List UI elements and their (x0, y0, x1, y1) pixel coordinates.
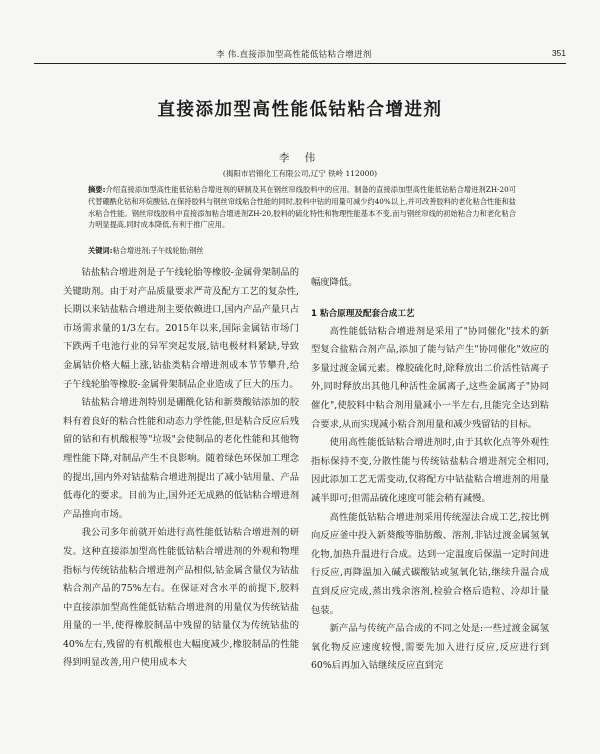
keywords (88, 246, 516, 256)
keywords-text: 粘合增进剂;子午线轮胎;钢丝 (112, 246, 204, 255)
running-header (34, 48, 566, 62)
page-number: 351 (551, 48, 566, 58)
body-paragraph: 我公司多年前就开始进行高性能低钴粘合增进剂的研发。这种直接添加型高性能低钴粘合增进剂的外观和物理指标与传统钴盐粘合增进剂产品相似,钴金属含量仅为钴盐粘合剂产品的75%左右。在保证对含水平的前提下,胶料中直接添加型高性能低钴粘合增进剂的用量仅为传统钴盐用量的一半,使得橡胶制品中残留的钴量仅为传统钴盐的40%左右,残留的有机酸根也大幅度减少,橡胶制品的性能得到明显改善,用户使用成本大 (63, 527, 299, 669)
running-title: 李 伟.直接添加型高性能低钴粘合增进剂 (216, 50, 372, 60)
abstract-text: 介绍直接添加型高性能低钴粘合增进剂的研制及其在钢丝帘线胶料中的应用。制备的直接添加型高性能低钴粘合增进剂ZH-20可代替硼酰化钴和环烷酸钴,在保持胶料与钢丝帘线粘合性能的同时,胶料中钴的用量可减少约40%以上,并可改善胶料的老化粘合性能和盐水粘合性能。钢丝帘线胶料中直接添加粘合增进剂ZH-20,胶料的硫化特性和物理性能基本不变,而与钢丝帘线的初始粘合力和老化粘合力明显提高,同时成本降低,有利于推广应用。 (88, 185, 516, 230)
body-right-column (311, 274, 549, 676)
body-paragraph-continuation: 幅度降低。 (311, 277, 358, 288)
keywords-label: 关键词: (88, 246, 113, 255)
body-paragraph: 钴盐粘合增进剂是子午线轮胎等橡胶-金属骨架制品的关键助剂。由于对产品质量要求严苛及配方工艺的复杂性,长期以来钴盐粘合增进剂主要依赖进口,国内产品产量只占市场需求量的1/3左右。2015年以来,国际金属钴市场门下跌两千电池行业的异军突起发展,钴电极材料紧缺,导致金属钴价格大幅上涨,钴盐类粘合增进剂成本节节攀升,给子午线轮胎等橡胶-金属骨架制品企业造成了巨大的压力。 (63, 267, 299, 390)
abstract (88, 184, 516, 231)
author-name: 李 伟 (278, 152, 322, 164)
body-paragraph: 高性能低钴粘合增进剂是采用了"协同催化"技术的新型复合盐粘合剂产品,添加了能与钴产生"协同催化"效应的多量过渡金属元素。橡胶硫化时,除释放出二价活性钴离子外,同时释放出其他几种活性金属离子,这些金属离子"协同催化",使胶料中粘合剂用量减小一半左右,且能完全达到粘合要求,从而实现减小粘合剂用量和减少残留钴的目标。 (311, 325, 549, 430)
body-paragraph: 高性能低钴粘合增进剂采用传统湿法合成工艺,按比例向反应釜中投入新葵酸等脂肪酸、溶剂,非钴过渡金属氢氧化物,加热升温进行合成。达到一定温度后保温一定时间进行反应,再降温加入碱式碳酸钴或氢氧化钴,继续升温合成直到反应完成,蒸出残余溶剂,检验合格后造粒、冷却计量包装。 (311, 511, 549, 616)
body-paragraph: 钴盐粘合增进剂特别是硼酰化钴和新葵酸钴添加的胶料有着良好的粘合性能和动态力学性能,但是粘合反应后残留的钴和有机酸根等"垃圾"会使制品的老化性能和其他物理性能下降,对制品产生不良影响。随着绿色环保加工理念的提出,国内外对钴盐粘合增进剂提出了减小钴用量、产品低毒化的要求。目前为止,国外还无成熟的低钴粘合增进剂产品推向市场。 (63, 397, 299, 520)
body-left-column (63, 264, 299, 673)
author-affiliation: (揭阳市岩锦化工有限公司,辽宁 铁岭 112000) (222, 169, 378, 178)
section-heading: 1 粘合原理及配套合成工艺 (311, 308, 415, 319)
body-paragraph: 新产品与传统产品合成的不同之处是:一些过渡金属氢氧化物反应速度较慢,需要先加入进行反应,反应进行到60%后再加入钴继续反应直到完 (311, 623, 549, 672)
abstract-label: 摘要: (88, 185, 106, 194)
header-rule (34, 63, 566, 64)
article-title: 直接添加型高性能低钴粘合增进剂 (157, 100, 443, 120)
body-paragraph: 使用高性能低钴粘合增进剂时,由于其软化点等外观性指标保持不变,分散性能与传统钴盐粘合增进剂完全相同,因此添加工艺无需变动,仅将配方中钴盐粘合增进剂的用量减半即可;但需品硫化速度可能会稍有减慢。 (311, 437, 549, 504)
